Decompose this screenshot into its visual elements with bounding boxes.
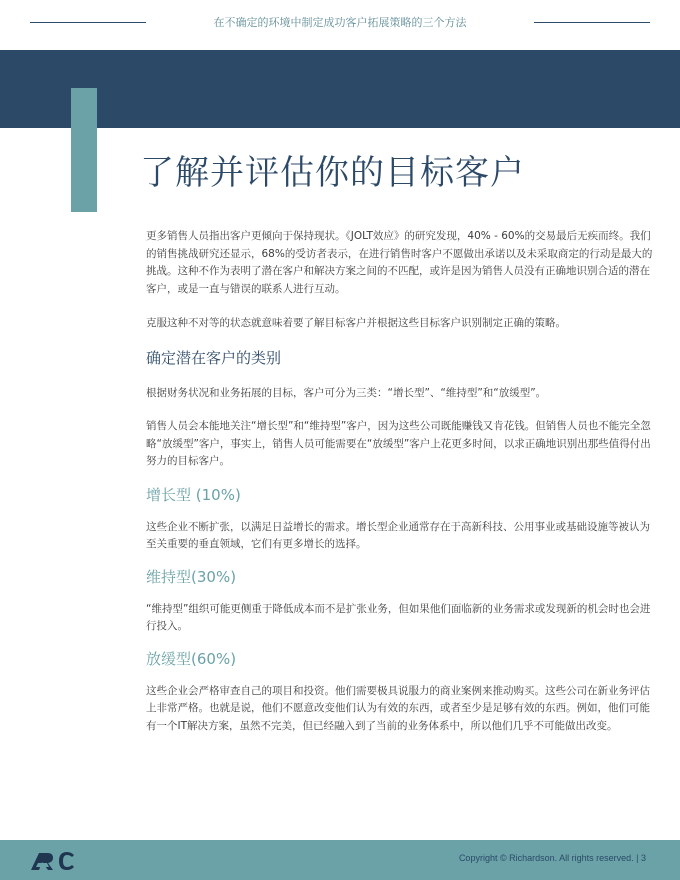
page-title: 了解并评估你的目标客户 [140, 153, 525, 193]
slowdown-text: 这些企业会严格审查自己的项目和投资。他们需要极具说服力的商业案例来推动购买。这些公司在新业务评估上非常严格。也就是说，他们不愿意改变他们认为有效的东西，或者至少是足够有效的东西。例如，他们可能有一个IT解决方案，虽然不完美，但已经融入到了当前的业务体系中，所以他们几乎不可能做出改变。 [146, 684, 650, 732]
strategy-paragraph: 克服这种不对等的状态就意味着要了解目标客户并根据这些目标客户识别制定正确的策略。 [146, 317, 566, 329]
categories-paragraph: 根据财务状况和业务拓展的目标，客户可分为三类：“增长型”、“维持型”和“放缓型”。 [146, 386, 547, 399]
copyright-text: Copyright © Richardson. All rights reserved. | 3 [458, 853, 646, 863]
section-heading: 确定潜在客户的类别 [146, 348, 282, 367]
sustain-text: “维持型”组织可能更侧重于降低成本而不是扩张业务，但如果他们面临新的业务需求或发现新的机会时也会进行投入。 [146, 602, 651, 632]
slowdown-heading: 放缓型(60%) [146, 649, 237, 668]
title-banner [0, 50, 680, 128]
accent-bar [71, 88, 97, 212]
intro-paragraph: 更多销售人员指出客户更倾向于保持现状。《JOLT效应》的研究发现，40% - 60%的交易最后无疾而终。我们的销售挑战研究还显示，68%的受访者表示，在进行销售时客户不愿做出承诺以及未采取商定的行动是最大的挑战。这种不作为表明了潜在客户和解决方案之间的不匹配，或许是因为销售人员没有正确地识别合适的潜在客户，或是一直与错误的联系人进行互动。 [146, 230, 653, 295]
header-rule-right [534, 22, 650, 23]
header-rule-left [30, 22, 146, 23]
growth-text: 这些企业不断扩张，以满足日益增长的需求。增长型企业通常存在于高新科技、公用事业或基础设施等被认为至关重要的垂直领域，它们有更多增长的选择。 [146, 520, 650, 550]
page-footer [0, 840, 680, 880]
focus-paragraph: 销售人员会本能地关注“增长型”和“维持型”客户，因为这些公司既能赚钱又肯花钱。但销售人员也不能完全忽略“放缓型”客户，事实上，销售人员可能需要在“放缓型”客户上花更多时间，以求正确地识别出那些值得付出努力的目标客户。 [146, 420, 651, 467]
document-title: 在不确定的环境中制定成功客户拓展策略的三个方法 [213, 17, 467, 29]
main-content [146, 228, 654, 735]
growth-heading: 增长型 (10%) [146, 485, 241, 504]
sustain-heading: 维持型(30%) [146, 567, 237, 586]
richardson-logo [30, 849, 78, 871]
page-header [0, 0, 680, 50]
